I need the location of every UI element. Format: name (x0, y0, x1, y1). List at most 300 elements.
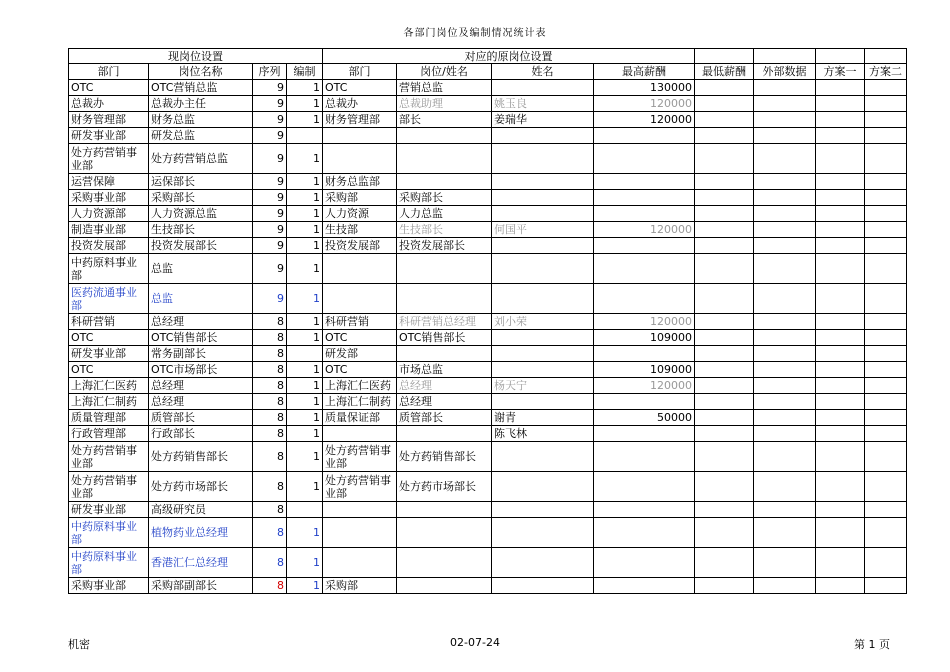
external-data-cell (754, 206, 816, 222)
name-cell (492, 362, 594, 378)
name-cell: 刘小荣 (492, 314, 594, 330)
name-cell: 陈飞林 (492, 426, 594, 442)
original-department-cell: 上海汇仁制药 (323, 394, 397, 410)
original-position-cell: 总裁助理 (397, 96, 492, 112)
position-cell: 植物药业总经理 (149, 518, 253, 548)
department-cell: 质量管理部 (69, 410, 149, 426)
plan-two-cell (865, 578, 907, 594)
headcount-cell: 1 (287, 314, 323, 330)
department-cell: OTC (69, 362, 149, 378)
plan-one-cell (816, 410, 865, 426)
sequence-cell: 9 (253, 80, 287, 96)
position-cell: 质管部长 (149, 410, 253, 426)
external-data-cell (754, 128, 816, 144)
plan-two-cell (865, 394, 907, 410)
external-data-cell (754, 284, 816, 314)
sequence-cell: 9 (253, 144, 287, 174)
plan-one-cell (816, 394, 865, 410)
sequence-cell: 8 (253, 548, 287, 578)
column-header: 编制 (287, 64, 323, 80)
plan-one-cell (816, 254, 865, 284)
original-department-cell: OTC (323, 330, 397, 346)
original-department-cell (323, 502, 397, 518)
original-department-cell: 财务管理部 (323, 112, 397, 128)
name-cell (492, 174, 594, 190)
table-row (69, 362, 907, 378)
name-cell (492, 254, 594, 284)
external-data-cell (754, 518, 816, 548)
department-cell: 采购事业部 (69, 578, 149, 594)
plan-two-cell (865, 362, 907, 378)
plan-one-cell (816, 284, 865, 314)
header-blank (865, 49, 907, 64)
plan-two-cell (865, 190, 907, 206)
plan-one-cell (816, 426, 865, 442)
original-department-cell (323, 284, 397, 314)
external-data-cell (754, 410, 816, 426)
sequence-cell: 8 (253, 472, 287, 502)
position-cell: 常务副部长 (149, 346, 253, 362)
sequence-cell: 8 (253, 330, 287, 346)
footer-confidential: 机密 (68, 638, 90, 651)
plan-one-cell (816, 442, 865, 472)
position-cell: 研发总监 (149, 128, 253, 144)
department-cell: OTC (69, 330, 149, 346)
headcount-cell: 1 (287, 378, 323, 394)
original-department-cell: 生技部 (323, 222, 397, 238)
plan-one-cell (816, 238, 865, 254)
min-salary-cell (695, 502, 754, 518)
name-cell (492, 518, 594, 548)
original-department-cell (323, 518, 397, 548)
plan-two-cell (865, 254, 907, 284)
original-position-cell (397, 144, 492, 174)
external-data-cell (754, 112, 816, 128)
plan-one-cell (816, 378, 865, 394)
page-number: 1 (868, 638, 876, 651)
headcount-cell: 1 (287, 80, 323, 96)
table-row (69, 578, 907, 594)
table-row (69, 284, 907, 314)
max-salary-cell (594, 518, 695, 548)
department-cell: 上海汇仁制药 (69, 394, 149, 410)
max-salary-cell: 120000 (594, 222, 695, 238)
department-cell: 总裁办 (69, 96, 149, 112)
min-salary-cell (695, 410, 754, 426)
plan-one-cell (816, 330, 865, 346)
external-data-cell (754, 362, 816, 378)
plan-one-cell (816, 174, 865, 190)
external-data-cell (754, 222, 816, 238)
max-salary-cell (594, 206, 695, 222)
original-department-cell: 采购部 (323, 578, 397, 594)
table-row (69, 254, 907, 284)
table-row (69, 346, 907, 362)
column-header: 部门 (323, 64, 397, 80)
min-salary-cell (695, 394, 754, 410)
max-salary-cell: 130000 (594, 80, 695, 96)
plan-two-cell (865, 548, 907, 578)
original-position-cell: 总经理 (397, 394, 492, 410)
department-cell: 行政管理部 (69, 426, 149, 442)
plan-two-cell (865, 410, 907, 426)
table-row (69, 394, 907, 410)
external-data-cell (754, 394, 816, 410)
table-row (69, 472, 907, 502)
plan-two-cell (865, 112, 907, 128)
original-department-cell: 财务总监部 (323, 174, 397, 190)
column-header: 姓名 (492, 64, 594, 80)
name-cell (492, 190, 594, 206)
sequence-cell: 8 (253, 502, 287, 518)
position-cell: 处方药销售部长 (149, 442, 253, 472)
headcount-cell: 1 (287, 254, 323, 284)
plan-one-cell (816, 206, 865, 222)
plan-one-cell (816, 346, 865, 362)
column-header: 最高薪酬 (594, 64, 695, 80)
department-cell: 科研营销 (69, 314, 149, 330)
plan-two-cell (865, 238, 907, 254)
document-title: 各部门岗位及编制情况统计表 (403, 28, 547, 39)
sequence-cell: 8 (253, 314, 287, 330)
position-cell: 人力资源总监 (149, 206, 253, 222)
original-position-cell (397, 254, 492, 284)
group-header-current: 现岗位设置 (69, 49, 323, 64)
sequence-cell: 9 (253, 96, 287, 112)
plan-one-cell (816, 144, 865, 174)
sequence-cell: 8 (253, 346, 287, 362)
original-position-cell (397, 346, 492, 362)
table-row (69, 314, 907, 330)
min-salary-cell (695, 472, 754, 502)
name-cell (492, 472, 594, 502)
max-salary-cell: 50000 (594, 410, 695, 426)
max-salary-cell: 120000 (594, 314, 695, 330)
column-header: 最低薪酬 (695, 64, 754, 80)
original-department-cell: 总裁办 (323, 96, 397, 112)
headcount-cell: 1 (287, 190, 323, 206)
name-cell (492, 442, 594, 472)
original-department-cell: 上海汇仁医药 (323, 378, 397, 394)
header-blank (816, 49, 865, 64)
plan-one-cell (816, 222, 865, 238)
plan-two-cell (865, 472, 907, 502)
min-salary-cell (695, 548, 754, 578)
min-salary-cell (695, 518, 754, 548)
plan-two-cell (865, 346, 907, 362)
column-header-row (69, 64, 907, 80)
plan-one-cell (816, 80, 865, 96)
sequence-cell: 9 (253, 174, 287, 190)
headcount-cell: 1 (287, 472, 323, 502)
min-salary-cell (695, 128, 754, 144)
sequence-cell: 9 (253, 190, 287, 206)
headcount-cell (287, 346, 323, 362)
headcount-cell: 1 (287, 394, 323, 410)
plan-two-cell (865, 128, 907, 144)
sequence-cell: 9 (253, 284, 287, 314)
name-cell (492, 330, 594, 346)
plan-two-cell (865, 174, 907, 190)
footer-date: 02-07-24 (450, 636, 500, 649)
headcount-cell: 1 (287, 206, 323, 222)
original-position-cell: 生技部长 (397, 222, 492, 238)
headcount-cell: 1 (287, 410, 323, 426)
plan-two-cell (865, 426, 907, 442)
plan-two-cell (865, 518, 907, 548)
table-row (69, 548, 907, 578)
table-row (69, 144, 907, 174)
sequence-cell: 9 (253, 206, 287, 222)
max-salary-cell (594, 394, 695, 410)
table-row (69, 190, 907, 206)
position-cell: OTC销售部长 (149, 330, 253, 346)
original-position-cell (397, 284, 492, 314)
position-cell: 投资发展部长 (149, 238, 253, 254)
headcount-cell (287, 502, 323, 518)
external-data-cell (754, 314, 816, 330)
plan-one-cell (816, 472, 865, 502)
headcount-cell: 1 (287, 330, 323, 346)
column-header: 序列 (253, 64, 287, 80)
department-cell: 中药原料事业部 (69, 254, 149, 284)
original-position-cell: 处方药市场部长 (397, 472, 492, 502)
max-salary-cell (594, 254, 695, 284)
max-salary-cell (594, 472, 695, 502)
headcount-cell: 1 (287, 426, 323, 442)
min-salary-cell (695, 378, 754, 394)
original-position-cell: 投资发展部长 (397, 238, 492, 254)
table-row (69, 112, 907, 128)
external-data-cell (754, 144, 816, 174)
sequence-cell: 9 (253, 128, 287, 144)
sequence-cell: 9 (253, 254, 287, 284)
sequence-cell: 9 (253, 222, 287, 238)
plan-one-cell (816, 128, 865, 144)
name-cell: 谢青 (492, 410, 594, 426)
plan-two-cell (865, 96, 907, 112)
min-salary-cell (695, 190, 754, 206)
position-cell: 总监 (149, 254, 253, 284)
min-salary-cell (695, 578, 754, 594)
table-row (69, 206, 907, 222)
headcount-cell: 1 (287, 222, 323, 238)
original-department-cell (323, 426, 397, 442)
min-salary-cell (695, 442, 754, 472)
headcount-cell: 1 (287, 174, 323, 190)
original-position-cell: 人力总监 (397, 206, 492, 222)
name-cell: 姚玉良 (492, 96, 594, 112)
max-salary-cell (594, 578, 695, 594)
min-salary-cell (695, 80, 754, 96)
headcount-cell: 1 (287, 238, 323, 254)
column-header: 岗位/姓名 (397, 64, 492, 80)
plan-one-cell (816, 314, 865, 330)
original-department-cell: 投资发展部 (323, 238, 397, 254)
position-cell: 财务总监 (149, 112, 253, 128)
department-cell: 制造事业部 (69, 222, 149, 238)
plan-one-cell (816, 362, 865, 378)
external-data-cell (754, 426, 816, 442)
position-cell: 生技部长 (149, 222, 253, 238)
page-prefix: 第 (854, 638, 865, 651)
group-header-row (69, 49, 907, 64)
external-data-cell (754, 96, 816, 112)
department-cell: 人力资源部 (69, 206, 149, 222)
department-cell: 研发事业部 (69, 502, 149, 518)
name-cell (492, 548, 594, 578)
min-salary-cell (695, 330, 754, 346)
table-row (69, 426, 907, 442)
external-data-cell (754, 578, 816, 594)
max-salary-cell: 120000 (594, 112, 695, 128)
plan-one-cell (816, 502, 865, 518)
name-cell (492, 346, 594, 362)
headcount-cell: 1 (287, 284, 323, 314)
min-salary-cell (695, 314, 754, 330)
department-cell: 处方药营销事业部 (69, 144, 149, 174)
department-cell: 医药流通事业部 (69, 284, 149, 314)
name-cell (492, 238, 594, 254)
column-header: 外部数据 (754, 64, 816, 80)
position-cell: 高级研究员 (149, 502, 253, 518)
min-salary-cell (695, 96, 754, 112)
header-blank (754, 49, 816, 64)
sequence-cell: 9 (253, 238, 287, 254)
sequence-cell: 8 (253, 394, 287, 410)
department-cell: 运营保障 (69, 174, 149, 190)
original-department-cell (323, 128, 397, 144)
max-salary-cell (594, 238, 695, 254)
group-header-original: 对应的原岗位设置 (323, 49, 695, 64)
name-cell: 姜瑞华 (492, 112, 594, 128)
original-position-cell: 科研营销总经理 (397, 314, 492, 330)
sequence-cell: 8 (253, 426, 287, 442)
position-cell: 香港汇仁总经理 (149, 548, 253, 578)
original-position-cell (397, 548, 492, 578)
min-salary-cell (695, 222, 754, 238)
original-department-cell: 处方药营销事业部 (323, 442, 397, 472)
table-row (69, 174, 907, 190)
original-department-cell (323, 254, 397, 284)
plan-one-cell (816, 190, 865, 206)
max-salary-cell (594, 442, 695, 472)
original-position-cell (397, 426, 492, 442)
max-salary-cell (594, 144, 695, 174)
original-position-cell (397, 518, 492, 548)
table-row (69, 502, 907, 518)
plan-one-cell (816, 112, 865, 128)
min-salary-cell (695, 346, 754, 362)
table-row (69, 238, 907, 254)
table-row (69, 518, 907, 548)
department-cell: 中药原料事业部 (69, 518, 149, 548)
plan-one-cell (816, 96, 865, 112)
department-cell: OTC (69, 80, 149, 96)
table-row (69, 128, 907, 144)
name-cell (492, 128, 594, 144)
name-cell (492, 144, 594, 174)
plan-one-cell (816, 578, 865, 594)
min-salary-cell (695, 144, 754, 174)
original-position-cell: 采购部长 (397, 190, 492, 206)
min-salary-cell (695, 174, 754, 190)
external-data-cell (754, 378, 816, 394)
max-salary-cell (594, 548, 695, 578)
original-department-cell: 处方药营销事业部 (323, 472, 397, 502)
plan-two-cell (865, 314, 907, 330)
max-salary-cell (594, 346, 695, 362)
footer-page (854, 636, 890, 652)
table-row (69, 378, 907, 394)
plan-one-cell (816, 518, 865, 548)
department-cell: 处方药营销事业部 (69, 472, 149, 502)
original-department-cell: 人力资源 (323, 206, 397, 222)
min-salary-cell (695, 254, 754, 284)
sequence-cell: 8 (253, 578, 287, 594)
original-position-cell: 营销总监 (397, 80, 492, 96)
position-cell: 总经理 (149, 378, 253, 394)
sequence-cell: 8 (253, 410, 287, 426)
department-cell: 采购事业部 (69, 190, 149, 206)
header-blank (695, 49, 754, 64)
name-cell (492, 578, 594, 594)
headcount-cell: 1 (287, 362, 323, 378)
headcount-cell: 1 (287, 548, 323, 578)
headcount-cell: 1 (287, 112, 323, 128)
original-department-cell: OTC (323, 362, 397, 378)
plan-two-cell (865, 144, 907, 174)
min-salary-cell (695, 362, 754, 378)
max-salary-cell: 120000 (594, 96, 695, 112)
external-data-cell (754, 174, 816, 190)
headcount-cell: 1 (287, 518, 323, 548)
original-position-cell: 总经理 (397, 378, 492, 394)
external-data-cell (754, 80, 816, 96)
department-cell: 研发事业部 (69, 346, 149, 362)
original-position-cell: 处方药销售部长 (397, 442, 492, 472)
sequence-cell: 8 (253, 518, 287, 548)
original-department-cell: 质量保证部 (323, 410, 397, 426)
page-suffix: 页 (879, 638, 890, 651)
plan-two-cell (865, 378, 907, 394)
headcount-cell: 1 (287, 578, 323, 594)
position-cell: 处方药市场部长 (149, 472, 253, 502)
position-cell: 总经理 (149, 394, 253, 410)
max-salary-cell (594, 426, 695, 442)
original-department-cell (323, 548, 397, 578)
max-salary-cell (594, 502, 695, 518)
original-department-cell: 科研营销 (323, 314, 397, 330)
external-data-cell (754, 330, 816, 346)
department-cell: 处方药营销事业部 (69, 442, 149, 472)
name-cell: 杨天宁 (492, 378, 594, 394)
name-cell (492, 394, 594, 410)
name-cell (492, 80, 594, 96)
headcount-cell: 1 (287, 442, 323, 472)
external-data-cell (754, 442, 816, 472)
department-cell: 研发事业部 (69, 128, 149, 144)
name-cell: 何国平 (492, 222, 594, 238)
plan-two-cell (865, 206, 907, 222)
position-cell: 采购部副部长 (149, 578, 253, 594)
name-cell (492, 284, 594, 314)
name-cell (492, 206, 594, 222)
sequence-cell: 8 (253, 378, 287, 394)
plan-two-cell (865, 502, 907, 518)
department-cell: 中药原料事业部 (69, 548, 149, 578)
name-cell (492, 502, 594, 518)
